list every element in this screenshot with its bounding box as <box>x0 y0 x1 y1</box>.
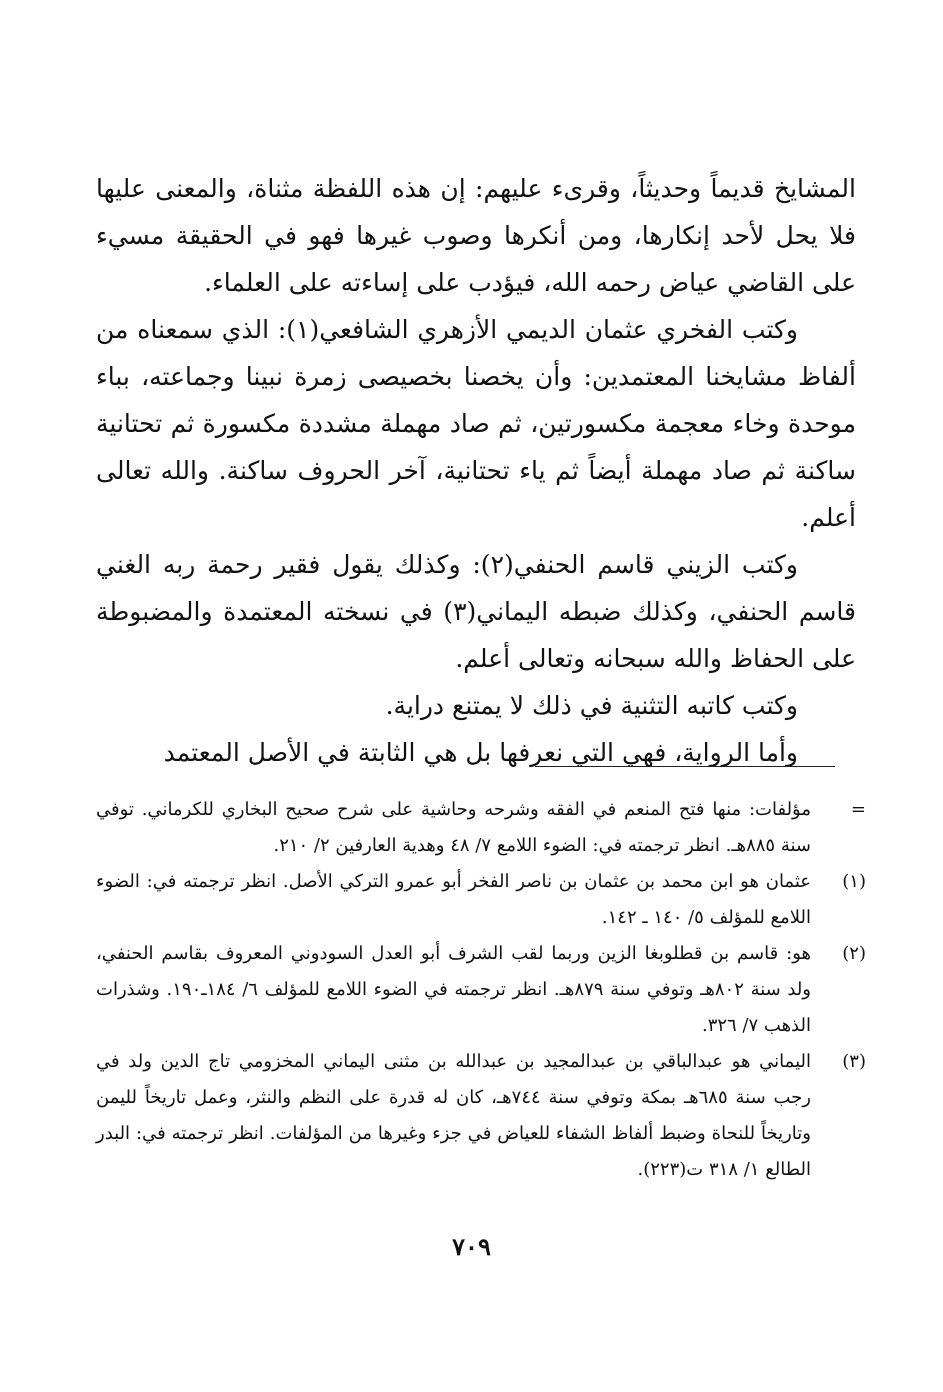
paragraph-2: وكتب الفخري عثمان الديمي الأزهري الشافعي(١): الذي سمعناه من ألفاظ مشايخنا المعتمدين: وأن يخصنا بخصيصى زمرة نبينا وجماعته، بباء موحدة وخاء معجمة مكسورتين، ثم صاد مهملة مشددة مكسورة ثم تحتانية ساكنة ثم صاد مهملة أيضاً ثم ياء تحتانية، آخر الحروف ساكنة. والله تعالى أعلم. <box>96 315 856 532</box>
footnote-marker: (٣) <box>842 1051 866 1072</box>
paragraph-3: وكتب الزيني قاسم الحنفي(٢): وكذلك يقول فقير رحمة ربه الغني قاسم الحنفي، وكذلك ضبطه اليماني(٣) في نسخته المعتمدة والمضبوطة على الحفاظ والله سبحانه وتعالى أعلم. <box>96 550 856 673</box>
footnote-text: هو: قاسم بن قطلوبغا الزين وربما لقب الشرف أبو العدل السودوني المعروف بقاسم الحنفي، ولد سنة ٨٠٢هـ وتوفي سنة ٨٧٩هـ. انظر ترجمته في الضوء اللامع للمؤلف ٦/ ١٨٤ـ١٩٠. وشذرات الذهب ٧/ ٣٢٦. <box>96 943 812 1036</box>
footnote-1 <box>96 864 866 936</box>
paragraph-1: المشايخ قديماً وحديثاً، وقرىء عليهم: إن هذه اللفظة مثناة، والمعنى عليها فلا يحل لأحد إنكارها، ومن أنكرها وصوب غيرها فهو في الحقيقة مسيء على القاضي عياض رحمه الله، فيؤدب على إساءته على العلماء. <box>96 174 856 297</box>
page-number: ٧٠٩ <box>452 1232 491 1261</box>
footnote-3 <box>96 1044 866 1188</box>
footnotes <box>96 792 866 1188</box>
footnote-text: اليماني هو عبدالباقي بن عبدالمجيد بن عبدالله بن مثنى اليماني المخزومي تاج الدين ولد في رجب سنة ٦٨٥هـ بمكة وتوفي سنة ٧٤٤هـ، كان له قدرة على النظم والنثر، وعمل تاريخاً لليمن وتاريخاً للنحاة وضبط ألفاظ الشفاء للعياض في جزء وغيرها من المؤلفات. انظر ترجمته في: البدر الطالع ١/ ٣١٨ ت(٢٢٣). <box>96 1051 811 1180</box>
main-text <box>96 165 856 776</box>
footnote-marker: (٢) <box>842 943 866 964</box>
footnote-continued <box>96 792 866 864</box>
paragraph-4: وكتب كاتبه التثنية في ذلك لا يمتنع دراية. <box>385 691 798 720</box>
footnote-separator <box>535 766 835 767</box>
footnote-marker: = <box>850 799 866 820</box>
footnote-text: مؤلفات: منها فتح المنعم في الفقه وشرحه وحاشية على شرح صحيح البخاري للكرماني. توفي سنة ٨٨٥هـ. انظر ترجمته في: الضوء اللامع ٧/ ٤٨ وهدية العارفين ٢/ ٢١٠. <box>96 799 811 856</box>
footnote-marker: (١) <box>842 871 866 892</box>
footnote-text: عثمان هو ابن محمد بن عثمان بن ناصر الفخر أبو عمرو التركي الأصل. انظر ترجمته في: الضوء اللامع للمؤلف ٥/ ١٤٠ ـ ١٤٢. <box>96 871 811 928</box>
footnote-2 <box>96 936 866 1044</box>
paragraph-5: وأما الرواية، فهي التي نعرفها بل هي الثابتة في الأصل المعتمد <box>163 738 798 767</box>
